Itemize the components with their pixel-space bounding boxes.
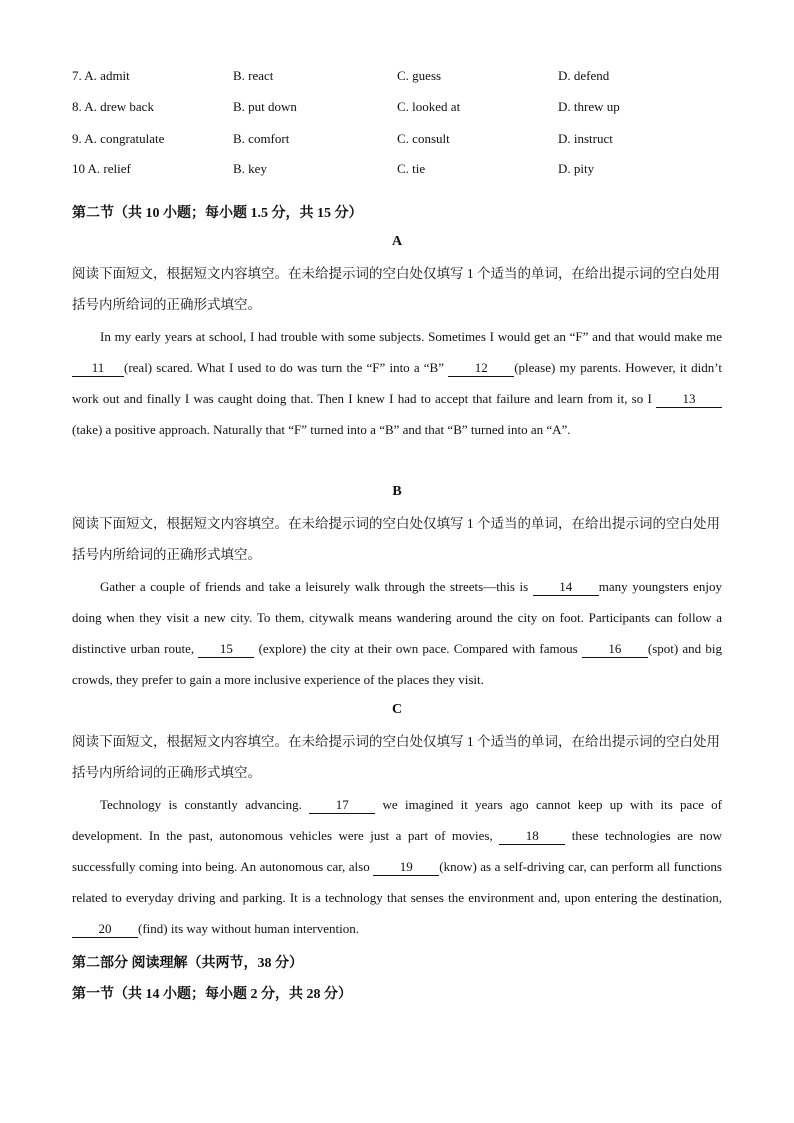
passage-a-instruction: 阅读下面短文，根据短文内容填空。在未给提示词的空白处仅填写 1 个适当的单词，在给出提示词的空白处用括号内所给词的正确形式填空。 [72, 266, 720, 312]
passage-c-instruction: 阅读下面短文，根据短文内容填空。在未给提示词的空白处仅填写 1 个适当的单词，在给出提示词的空白处用括号内所给词的正确形式填空。 [72, 734, 720, 780]
option-9-b: B. comfort [233, 131, 290, 146]
passage-b-label: B [392, 484, 402, 499]
blank-17[interactable]: 17 [309, 797, 375, 814]
option-9-a: 9. A. congratulate [72, 131, 165, 146]
option-7-d: D. defend [558, 68, 610, 83]
blank-13[interactable]: 13 [656, 391, 722, 408]
passage-b-text-3: (explore) the city at their own pace. Compared with famous [254, 641, 582, 656]
part-2-section-1-heading: 第一节（共 14 小题；每小题 2 分，共 28 分） [72, 987, 352, 1002]
option-10-d: D. pity [558, 161, 595, 176]
passage-a-text-2: (real) scared. What I used to do was turn the “F” into a “B” [124, 360, 449, 375]
passage-b-text-4: (spot) and big crowds, they prefer to gain a more inclusive experience of the places they visit. [72, 641, 723, 687]
blank-19[interactable]: 19 [373, 859, 439, 876]
option-7-a: 7. A. admit [72, 68, 130, 83]
passage-b-text [72, 571, 722, 695]
option-7-b: B. react [233, 68, 274, 83]
options-row-7 [72, 68, 722, 88]
option-10-b: B. key [233, 161, 267, 176]
option-8-b: B. put down [233, 99, 297, 114]
option-8-d: D. threw up [558, 99, 620, 114]
passage-c-text-3: these technologies are now successfully coming into being. An autonomous car, also [72, 828, 722, 874]
blank-20[interactable]: 20 [72, 921, 138, 938]
option-9-c: C. consult [397, 131, 450, 146]
passage-a-label: A [391, 234, 403, 249]
option-8-c: C. looked at [397, 99, 461, 114]
option-8-a: 8. A. drew back [72, 99, 154, 114]
option-7-c: C. guess [397, 68, 442, 83]
passage-c-text-5: (find) its way without human intervention. [138, 921, 359, 936]
blank-15[interactable]: 15 [198, 641, 254, 658]
passage-c-text [72, 789, 722, 944]
passage-a-text-3: (please) my parents. However, it didn’t work out and finally I was caught doing that. Then I knew I had to accept that failure and learn from it, so I [72, 360, 722, 406]
section-2-heading: 第二节（共 10 小题；每小题 1.5 分，共 15 分） [72, 206, 363, 221]
passage-c-label: C [391, 702, 403, 717]
options-row-10 [72, 161, 722, 181]
blank-12[interactable]: 12 [448, 360, 514, 377]
option-9-d: D. instruct [558, 131, 613, 146]
passage-b-text-2: many youngsters enjoy doing when they visit a new city. To them, citywalk means wandering around the city on foot. Participants can follow a distinctive urban route, [72, 579, 722, 656]
options-row-8 [72, 99, 722, 119]
passage-a-text-4: (take) a positive approach. Naturally that “F” turned into a “B” and that “B” turned into an “A”. [72, 422, 571, 437]
option-10-c: C. tie [397, 161, 426, 176]
part-2-heading: 第二部分 阅读理解（共两节，38 分） [72, 956, 303, 971]
passage-b-instruction: 阅读下面短文，根据短文内容填空。在未给提示词的空白处仅填写 1 个适当的单词，在给出提示词的空白处用括号内所给词的正确形式填空。 [72, 516, 720, 562]
option-10-a: 10 A. relief [72, 161, 131, 176]
passage-c-text-2: we imagined it years ago cannot keep up with its pace of development. In the past, autonomous vehicles were just a part of movies, [72, 797, 723, 843]
passage-c-text-1: Technology is constantly advancing. [100, 797, 310, 812]
passage-a-text [72, 321, 722, 445]
passage-c-text-4: (know) as a self-driving car, can perform all functions related to everyday driving and parking. It is a technology that senses the environment and, upon entering the destination, [72, 859, 722, 905]
passage-a-text-1: In my early years at school, I had trouble with some subjects. Sometimes I would get an “F” and that would make me [100, 329, 722, 344]
options-row-9 [72, 131, 722, 151]
passage-b-text-1: Gather a couple of friends and take a leisurely walk through the streets—this is [100, 579, 533, 594]
blank-16[interactable]: 16 [582, 641, 648, 658]
blank-11[interactable]: 11 [72, 360, 124, 377]
blank-14[interactable]: 14 [533, 579, 599, 596]
blank-18[interactable]: 18 [499, 828, 565, 845]
